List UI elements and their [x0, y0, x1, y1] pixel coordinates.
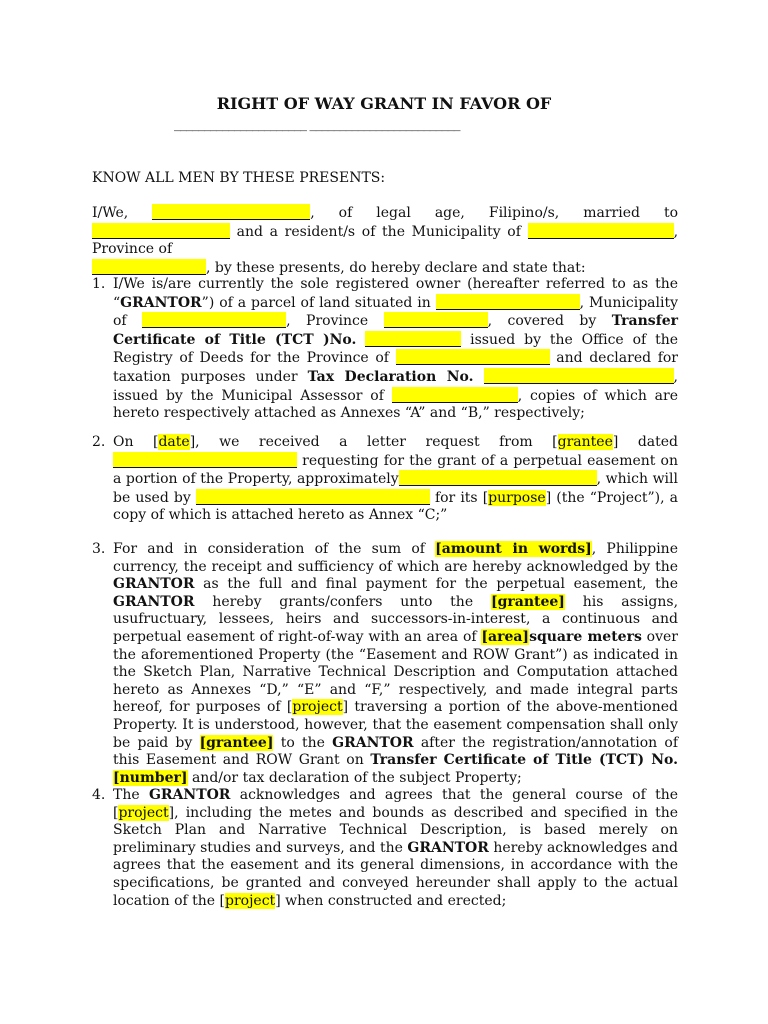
grantor-term: GRANTOR	[148, 787, 231, 803]
location-blank[interactable]	[436, 294, 580, 310]
user-blank[interactable]	[196, 489, 430, 505]
grantor-term: GRANTOR	[332, 734, 414, 751]
text: , Province of	[92, 223, 679, 258]
text: requesting for the grant of a perpetual easement on a portion of the Property, approximately	[113, 452, 678, 488]
clause-body	[113, 276, 678, 423]
text: ] (the “Project”), a copy of which is attached hereto as Annex “C;”	[113, 489, 679, 524]
text: ] traversing a portion of the above-mentioned Property. It is understood, however, that the easement compensation shall only be paid by	[113, 699, 678, 751]
text: after the registration/annotation of this Easement and ROW Grant on	[113, 734, 678, 769]
text: issued by the Office of the Registry of Deeds for the Province of	[113, 331, 679, 367]
clause-number: 1.	[92, 276, 106, 292]
clause-body	[113, 541, 678, 787]
text: , Province	[286, 313, 369, 330]
tct-number-blank[interactable]	[365, 331, 461, 347]
clause-body	[113, 787, 678, 910]
province-blank[interactable]	[396, 349, 550, 365]
text: , copies of which are hereto respectively attached as Annexes “A” and “B,” respectively;	[113, 387, 678, 422]
intro-heading: KNOW ALL MEN BY THESE PRESENTS:	[92, 170, 386, 186]
date-blank[interactable]	[113, 452, 297, 468]
text: I/We is/are currently the sole registered owner (hereafter referred to as the “	[113, 276, 678, 311]
tax-dec-number-blank[interactable]	[484, 368, 674, 384]
clause-body	[113, 434, 678, 525]
clause-3	[92, 541, 678, 787]
project-placeholder[interactable]: project	[292, 699, 343, 716]
tct-term: Transfer Certificate of Title (TCT )No.	[113, 313, 678, 348]
square-meters-term: square meters	[529, 628, 642, 645]
text: On [	[113, 434, 159, 450]
text: For and in consideration of the sum of	[113, 541, 425, 557]
text: I/We,	[92, 205, 129, 221]
area-placeholder[interactable]: [area]	[481, 628, 530, 645]
text: The	[113, 787, 140, 803]
text: over the aforementioned Property (the “Easement and ROW Grant”) as indicated in the Sketch Plan, Narrative Technical Description and Computation attached hereto as Annexes “D,” “E” and “F,” respectively, and made integral parts hereof, for purposes of [	[113, 628, 678, 716]
grantee-placeholder[interactable]: [grantee]	[199, 734, 274, 751]
text: ] when constructed and erected;	[275, 892, 507, 909]
text: , by these presents, do hereby declare and state that:	[206, 259, 586, 276]
project-placeholder[interactable]: project	[118, 804, 169, 821]
clause-2	[92, 434, 678, 525]
text: and declared for taxation purposes under	[113, 350, 679, 385]
number-placeholder[interactable]: [number]	[113, 769, 188, 786]
clause-4	[92, 787, 678, 910]
date-placeholder[interactable]: date	[158, 434, 190, 450]
text: , Municipality of	[113, 294, 678, 330]
document-title: RIGHT OF WAY GRANT IN FAVOR OF	[216, 94, 552, 113]
amount-placeholder[interactable]: [amount in words]	[435, 541, 592, 557]
text: hereby acknowledges and agrees that the easement and its general dimensions, in accordance with the specifications, be granted and conveyed hereunder shall apply to the actual location of the [	[113, 839, 678, 909]
grantee-placeholder[interactable]: grantee	[557, 434, 613, 450]
text: as the full and final payment for the perpetual easement, the	[203, 576, 678, 593]
name-blank[interactable]	[152, 204, 310, 220]
text: and a resident/s of the Municipality of	[236, 223, 521, 240]
text: , issued by the Municipal Assessor of	[113, 368, 678, 404]
text: ”) of a parcel of land situated in	[201, 294, 431, 311]
province-blank[interactable]	[384, 312, 488, 328]
grantor-term: GRANTOR	[113, 576, 195, 593]
grantee-placeholder[interactable]: [grantee]	[490, 593, 565, 610]
text: and/or tax declaration of the subject Property;	[191, 769, 522, 786]
text: ], we received a letter request from [	[189, 434, 558, 450]
tax-declaration-term: Tax Declaration No.	[307, 368, 474, 385]
grantor-term: GRANTOR	[407, 839, 489, 856]
text: , which will be used by	[113, 471, 678, 506]
text: , of legal age, Filipino/s, married to	[310, 205, 678, 221]
grantor-term: GRANTOR	[113, 593, 195, 610]
area-blank[interactable]	[399, 470, 597, 486]
text: to the	[280, 734, 325, 751]
opening-paragraph	[92, 204, 678, 277]
title-blank-line: ______________________ _________________________	[174, 116, 460, 132]
clause-number: 2.	[92, 434, 106, 450]
assessor-blank[interactable]	[392, 387, 518, 403]
purpose-placeholder[interactable]: purpose	[488, 489, 546, 506]
clause-number: 4.	[92, 787, 106, 803]
municipality-blank[interactable]	[528, 223, 674, 239]
project-placeholder[interactable]: project	[225, 892, 276, 909]
text: , covered by	[487, 313, 597, 330]
text: his assigns, usufructuary, lessees, heirs and successors-in-interest, a continuous and perpetual easement of right-of-way with an area of	[113, 593, 679, 645]
spouse-blank[interactable]	[92, 223, 230, 239]
text: hereby grants/confers unto the	[212, 593, 474, 610]
text: , Philippine currency, the receipt and sufficiency of which are hereby acknowledged by the	[113, 541, 678, 575]
municipality-blank[interactable]	[142, 312, 286, 328]
clause-1	[92, 276, 678, 423]
text: acknowledges and agrees that the general course of the [	[113, 787, 678, 821]
grantor-term: GRANTOR	[120, 294, 202, 311]
text: ] dated	[612, 434, 679, 450]
province-blank[interactable]	[92, 259, 206, 275]
text: for its [	[434, 489, 489, 506]
clause-number: 3.	[92, 541, 106, 557]
text: ], including the metes and bounds as described and specified in the Sketch Plan and Narrative Technical Description, is based merely on preliminary studies and surveys, and the	[113, 804, 678, 856]
tct-term: Transfer Certificate of Title (TCT) No.	[370, 752, 678, 769]
